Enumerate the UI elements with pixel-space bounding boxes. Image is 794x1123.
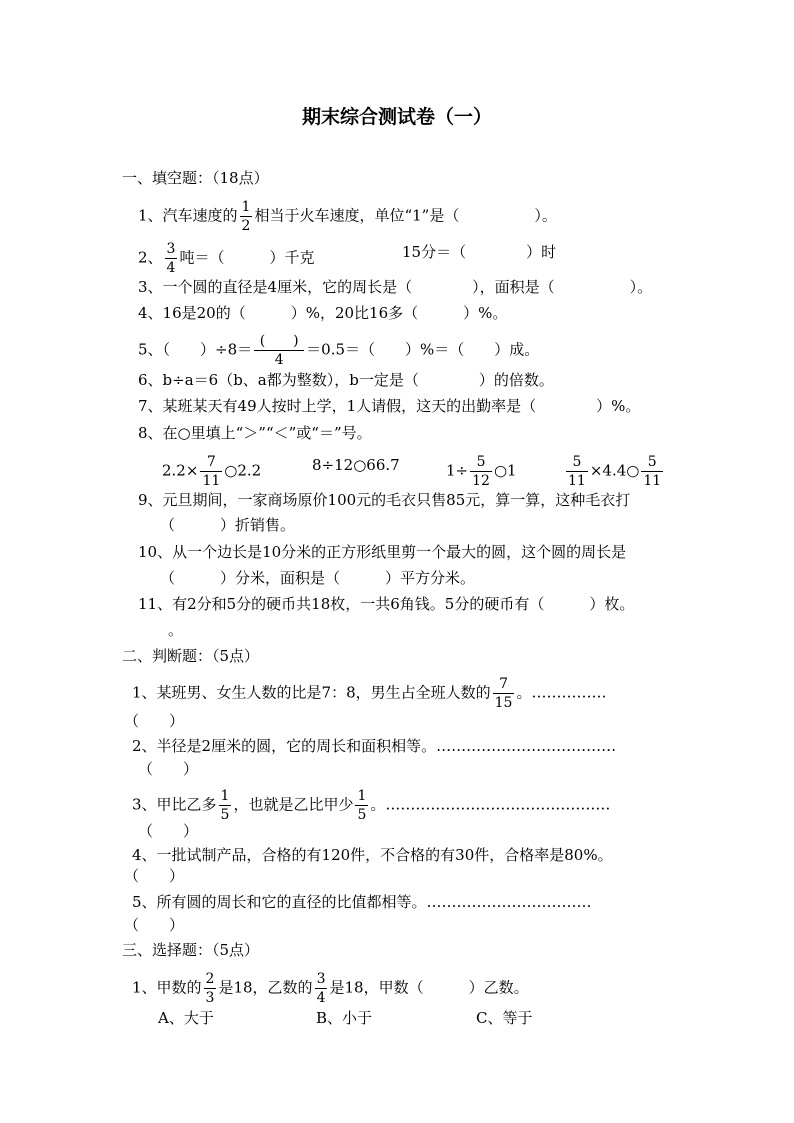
fraction: $\frac{3}{4}$ <box>316 971 326 1006</box>
question-1-11-cont: 。 <box>168 621 184 639</box>
answer-paren: （ ） <box>124 916 185 934</box>
judgment-5: 5、所有圆的周长和它的直径的比值都相等。…………………………… <box>132 893 592 911</box>
question-1-9: 9、元旦期间，一家商场原价100元的毛衣只售85元，算一算，这种毛衣打 <box>138 491 631 509</box>
section-heading-choice: 三、选择题：（5点） <box>122 941 260 959</box>
question-1-6: 6、b÷a＝6（b、a都为整数），b一定是（ ）的倍数。 <box>138 371 554 389</box>
question-1-2-part-b: 15分＝（ ）时 <box>402 243 557 261</box>
answer-paren: （ ） <box>138 822 199 840</box>
fraction: $\frac{5}{11}$ <box>643 454 662 489</box>
answer-paren: （ ） <box>124 712 185 730</box>
compare-expr-2: 8÷12○66.7 <box>312 456 400 474</box>
choice-1: 1、甲数的 $\frac{2}{3}$ 是18，乙数的 $\frac{3}{4}$ 是18，甲数（ ）乙数。 <box>132 971 529 1006</box>
question-1-5: 5、（ ）÷8＝ $\frac{( )}{4}$ ＝0.5＝（ ）%＝（ ）成。 <box>138 333 540 368</box>
section-heading-fill-in: 一、填空题：（18点） <box>122 169 269 187</box>
judgment-2: 2、半径是2厘米的圆，它的周长和面积相等。……………………………… <box>132 737 617 755</box>
option-a: A、大于 <box>158 1009 214 1027</box>
question-1-10-cont: （ ）分米，面积是（ ）平方分米。 <box>160 569 476 587</box>
compare-expr-1: 2.2× $\frac{7}{11}$ ○2.2 <box>162 454 262 489</box>
fraction: $\frac{5}{12}$ <box>472 454 490 489</box>
page-title: 期末综合测试卷（一） <box>301 106 492 128</box>
fraction: $\frac{1}{5}$ <box>220 788 230 823</box>
judgment-3: 3、甲比乙多 $\frac{1}{5}$ ，也就是乙比甲少 $\frac{1}{5}$ 。……………………………………… <box>132 788 611 823</box>
fraction: $\frac{3}{4}$ <box>166 241 176 276</box>
judgment-1: 1、某班男、女生人数的比是7：8，男生占全班人数的 $\frac{7}{15}$ 。…………… <box>132 676 607 711</box>
fraction: $\frac{7}{15}$ <box>494 676 513 711</box>
question-1-2: 2、 $\frac{3}{4}$ 吨＝（ ）千克 <box>138 241 315 276</box>
answer-paren: （ ） <box>124 867 185 885</box>
compare-expr-3: 1÷ $\frac{5}{12}$ ○1 <box>446 454 517 489</box>
fraction: $\frac{5}{11}$ <box>568 454 586 489</box>
option-b: B、小于 <box>316 1009 373 1027</box>
fraction: $\frac{7}{11}$ <box>202 454 221 489</box>
question-1-4: 4、16是20的（ ）%，20比16多（ ）%。 <box>138 304 508 322</box>
fraction: $\frac{1}{5}$ <box>357 788 367 823</box>
fraction: $\frac{2}{3}$ <box>205 971 215 1006</box>
question-1-10: 10、从一个边长是10分米的正方形纸里剪一个最大的圆，这个圆的周长是 <box>138 543 627 561</box>
fraction: $\frac{1}{2}$ <box>241 199 251 234</box>
option-c: C、等于 <box>476 1009 533 1027</box>
question-1-8: 8、在○里填上“＞”“＜”或“＝”号。 <box>138 424 372 442</box>
question-1-9-cont: （ ）折销售。 <box>160 516 296 534</box>
question-1-3: 3、一个圆的直径是4厘米，它的周长是（ ），面积是（ ）。 <box>138 278 653 296</box>
question-1-1: 1、汽车速度的 $\frac{1}{2}$ 相当于火车速度，单位“1”是（ ）。 <box>138 199 557 234</box>
question-1-7: 7、某班某天有49人按时上学，1人请假，这天的出勤率是（ ）%。 <box>138 397 641 415</box>
judgment-4: 4、一批试制产品，合格的有120件，不合格的有30件，合格率是80%。 <box>132 846 613 864</box>
answer-paren: （ ） <box>138 760 199 778</box>
fraction: $\frac{( )}{4}$ <box>254 334 304 367</box>
compare-expr-4: $\frac{5}{11}$ ×4.4○ $\frac{5}{11}$ <box>568 454 662 489</box>
question-1-11: 11、有2分和5分的硬币共18枚，一共6角钱。5分的硬币有（ ）枚。 <box>138 595 635 613</box>
section-heading-judgment: 二、判断题：（5点） <box>122 647 260 665</box>
